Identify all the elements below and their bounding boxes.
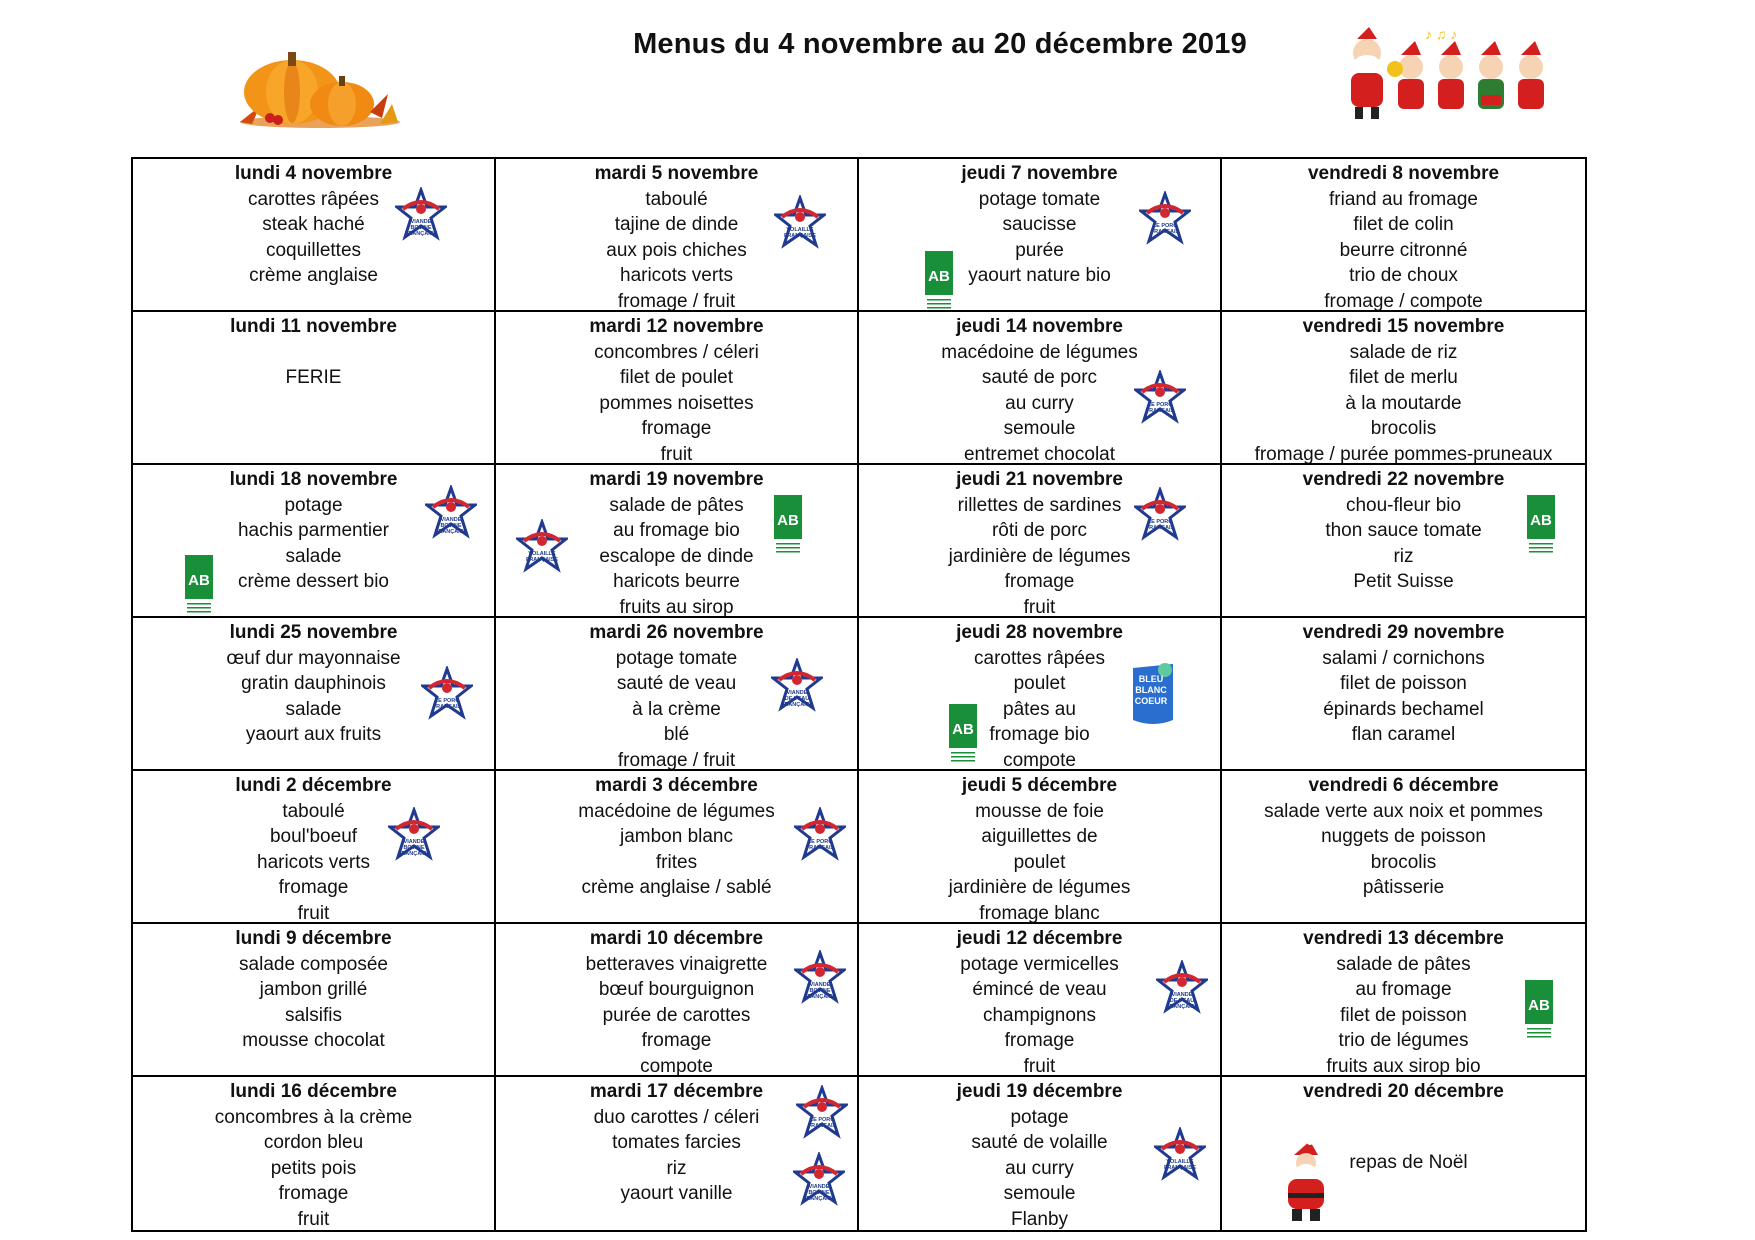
svg-text:BOVINE: BOVINE [440,523,462,529]
svg-text:FRANÇAISE: FRANÇAISE [803,994,837,1000]
dish-item: fromage / compote [1324,290,1483,312]
day-cell [496,924,859,1077]
dish-item: fruits aux sirop bio [1326,1055,1481,1077]
svg-text:FRANÇAISE: FRANÇAISE [525,557,559,563]
dish-item: yaourt vanille [620,1183,733,1204]
day-title: mardi 17 décembre [589,1081,764,1102]
dish-item: taboulé [645,188,708,210]
dish-item: riz [666,1157,687,1179]
porc-francais-icon [1134,370,1186,434]
dish-item: brocolis [1370,851,1437,873]
svg-text:FRANÇAISE: FRANÇAISE [802,1196,836,1202]
day-cell [133,924,496,1077]
viande-bovine-francaise-icon [794,950,846,1014]
dish-item: salade [285,698,342,720]
dish-item: beurre citronné [1339,239,1468,261]
day-title: mardi 19 novembre [589,469,764,490]
dish-item: salami / cornichons [1322,647,1485,669]
day-title: vendredi 22 novembre [1302,469,1505,490]
dish-item: crème anglaise / sablé [581,877,772,898]
dish-item: crème dessert bio [237,571,389,592]
day-cell [496,465,859,618]
dish-item: poulet [1013,673,1066,694]
day-cell [859,924,1222,1077]
svg-text:VIANDE: VIANDE [1171,992,1193,998]
day-cell [1222,771,1585,924]
svg-text:BOVINE: BOVINE [410,225,432,231]
day-cell [859,771,1222,924]
svg-text:FRANÇAISE: FRANÇAISE [404,231,438,237]
dish-item: nuggets de poisson [1321,826,1486,847]
day-title: vendredi 8 novembre [1307,163,1500,184]
svg-text:FRANÇAISE: FRANÇAISE [783,233,817,239]
day-cell [133,312,496,465]
day-cell [133,159,496,312]
dish-item: semoule [1003,418,1076,439]
dish-item: riz [1393,545,1414,567]
dish-item: petits pois [270,1157,357,1179]
day-cell [133,1077,496,1230]
viande-bovine-francaise-icon [425,485,477,549]
dish-item: frites [655,851,698,873]
dish-item: sauté de porc [981,367,1098,388]
dish-item: au fromage [1355,979,1452,1000]
dish-item: trio de choux [1349,265,1458,286]
day-title: mardi 3 décembre [595,775,758,796]
dish-item: salade composée [239,953,388,975]
dish-item: émincé de veau [972,979,1107,1000]
svg-text:BLANC: BLANC [1135,685,1167,695]
santa-claus-icon [1280,1139,1332,1223]
svg-text:LE PORC: LE PORC [1147,519,1173,525]
svg-text:VIANDE: VIANDE [440,517,462,523]
dish-item: saucisse [1002,214,1077,235]
dish-item: filet de colin [1353,214,1454,235]
day-title: jeudi 19 décembre [956,1081,1123,1102]
day-cell [1222,618,1585,771]
svg-text:FRANÇAIS: FRANÇAIS [807,1123,837,1129]
day-cell [859,312,1222,465]
dish-item: potage vermicelles [960,953,1119,975]
dish-item: yaourt nature bio [968,265,1111,286]
svg-text:VIANDE: VIANDE [403,839,425,845]
day-cell [859,1077,1222,1230]
day-cell [1222,1077,1585,1230]
day-cell [1222,312,1585,465]
dish-item: FERIE [285,366,342,388]
dish-item: fromage bio [989,724,1090,745]
viande-bovine-francaise-icon [793,1152,845,1216]
dish-item: yaourt aux fruits [245,724,382,745]
dish-item: fruit [1023,596,1056,618]
dish-item: aiguillettes de [981,826,1098,847]
dish-item: filet de poulet [619,367,734,388]
day-cell [1222,465,1585,618]
dish-item: brocolis [1370,418,1437,439]
svg-text:VOLAILLE: VOLAILLE [528,551,556,557]
porc-francais-icon [794,807,846,871]
day-title: jeudi 12 décembre [956,928,1123,949]
dish-item: escalope de dinde [599,545,754,567]
dish-item: au curry [1005,392,1074,414]
day-title: lundi 11 novembre [230,316,397,337]
day-title: mardi 10 décembre [589,928,764,949]
day-cell [496,618,859,771]
christmas-carolers-illustration [1335,25,1565,125]
bleu-blanc-coeur-icon [1129,660,1177,730]
dish-item: Flanby [1010,1208,1069,1230]
svg-text:COEUR: COEUR [1134,696,1168,706]
dish-item: jambon grillé [259,979,368,1000]
dish-item: fruits au sirop [619,596,734,618]
dish-item: coquillettes [265,239,362,261]
day-cell [859,465,1222,618]
svg-text:VIANDE: VIANDE [808,1184,830,1190]
svg-text:FRANÇAISE: FRANÇAISE [397,851,431,857]
dish-item: fromage [641,1030,712,1051]
volaille-francaise-icon [516,519,568,583]
viande-de-veau-francaise-icon [1156,960,1208,1024]
dish-item: concombres à la crème [214,1106,413,1128]
agriculture-biologique-icon [774,495,802,555]
day-title: jeudi 5 décembre [961,775,1118,796]
dish-item: jardinière de légumes [948,545,1131,567]
pumpkin-illustration [230,34,400,129]
dish-item: haricots verts [620,265,733,286]
dish-item: chou-fleur bio [1345,494,1462,516]
day-title: lundi 9 décembre [235,928,392,949]
dish-item: fruit [297,902,330,924]
dish-item: potage [1010,1106,1069,1128]
day-title: jeudi 28 novembre [956,622,1123,643]
dish-item: flan caramel [1351,724,1456,745]
day-title: vendredi 29 novembre [1302,622,1505,643]
svg-text:AB: AB [777,512,799,529]
svg-text:FRANÇAIS: FRANÇAIS [432,704,462,710]
svg-text:LE PORC: LE PORC [1147,402,1173,408]
dish-item: betteraves vinaigrette [585,953,768,975]
dish-item: rôti de porc [991,520,1088,541]
svg-text:LE PORC: LE PORC [809,1117,835,1123]
svg-text:LE PORC: LE PORC [1152,223,1178,229]
svg-text:FRANÇAISE: FRANÇAISE [780,702,814,708]
dish-item: salade verte aux noix et pommes [1264,800,1543,822]
day-title: vendredi 13 décembre [1303,928,1504,949]
svg-text:DE VEAU: DE VEAU [1169,998,1195,1004]
volaille-francaise-icon [774,195,826,259]
menu-table [131,157,1587,1232]
volaille-francaise-icon [1154,1127,1206,1191]
porc-francais-icon [421,666,473,730]
dish-item: poulet [1013,851,1066,873]
dish-item: fromage blanc [979,902,1100,924]
dish-item: blé [663,724,690,745]
dish-item: repas de Noël [1349,1151,1468,1173]
day-cell [1222,159,1585,312]
day-title: mardi 5 novembre [594,163,759,184]
svg-text:AB: AB [952,721,974,738]
dish-item: gratin dauphinois [241,673,386,694]
dish-item: épinards bechamel [1323,698,1484,720]
svg-text:AB: AB [1528,997,1550,1014]
dish-item: tomates farcies [612,1132,741,1153]
dish-item: jambon blanc [619,826,734,847]
svg-text:BOVINE: BOVINE [808,1190,830,1196]
dish-item: mousse de foie [975,800,1104,822]
dish-item: rillettes de sardines [957,494,1122,516]
dish-item: pâtisserie [1362,877,1445,898]
day-title: lundi 18 novembre [229,469,398,490]
dish-item: carottes râpées [248,188,379,210]
day-title: lundi 25 novembre [229,622,398,643]
dish-item: concombres / céleri [594,341,759,363]
svg-text:BLEU: BLEU [1138,674,1164,684]
svg-text:VIANDE: VIANDE [410,219,432,225]
dish-item: carottes râpées [974,647,1105,669]
porc-francais-icon [796,1085,848,1149]
dish-item: œuf dur mayonnaise [226,647,401,669]
day-title: jeudi 7 novembre [961,163,1118,184]
agriculture-biologique-icon [1525,980,1553,1040]
day-cell [133,771,496,924]
dish-item: macédoine de légumes [941,341,1138,363]
dish-item: semoule [1003,1183,1076,1204]
dish-item: fromage / fruit [617,749,736,771]
day-cell [496,771,859,924]
dish-item: fruit [297,1208,330,1230]
day-cell [496,1077,859,1230]
dish-item: filet de poisson [1340,673,1467,694]
dish-item: purée de carottes [602,1004,751,1026]
day-title: jeudi 14 novembre [956,316,1123,337]
svg-text:FRANÇAIS: FRANÇAIS [805,845,835,851]
day-cell [133,465,496,618]
day-cell [1222,924,1585,1077]
day-title: vendredi 20 décembre [1303,1081,1504,1102]
page-title: Menus du 4 novembre au 20 décembre 2019 [633,28,1247,60]
porc-francais-icon [1139,191,1191,255]
svg-text:BOVINE: BOVINE [403,845,425,851]
dish-item: au curry [1005,1157,1074,1179]
day-cell [859,159,1222,312]
dish-item: pommes noisettes [599,392,754,414]
dish-item: boul'boeuf [269,826,358,847]
svg-text:FRANÇAIS: FRANÇAIS [1145,525,1175,531]
svg-text:LE PORC: LE PORC [434,698,460,704]
day-cell [133,618,496,771]
dish-item: fromage [641,418,712,439]
svg-text:FRANÇAIS: FRANÇAIS [1145,408,1175,414]
agriculture-biologique-icon [185,555,213,615]
svg-text:VIANDE: VIANDE [786,690,808,696]
day-title: lundi 16 décembre [230,1081,397,1102]
dish-item: au fromage bio [613,520,740,541]
dish-item: à la moutarde [1345,392,1462,414]
dish-item: bœuf bourguignon [598,979,755,1000]
day-title: lundi 2 décembre [235,775,392,796]
dish-item: filet de merlu [1349,367,1458,388]
agriculture-biologique-icon [1527,495,1555,555]
svg-text:VOLAILLE: VOLAILLE [1166,1159,1194,1165]
dish-item: sauté de volaille [971,1132,1108,1153]
day-title: jeudi 21 novembre [956,469,1123,490]
dish-item: salade [285,545,342,567]
dish-item: pâtes au [1003,698,1076,720]
dish-item: fromage [1004,571,1075,592]
dish-item: jardinière de légumes [948,877,1131,898]
dish-item: Petit Suisse [1353,571,1454,592]
svg-text:VIANDE: VIANDE [809,982,831,988]
dish-item: friand au fromage [1329,188,1478,210]
dish-item: steak haché [262,214,365,235]
dish-item: haricots beurre [613,571,740,592]
day-cell [496,159,859,312]
dish-item: filet de poisson [1340,1004,1467,1026]
dish-item: compote [1003,749,1076,771]
agriculture-biologique-icon [925,251,953,311]
dish-item: haricots verts [257,851,370,873]
svg-text:FRANÇAISE: FRANÇAISE [1163,1165,1197,1171]
dish-item: fruit [660,443,693,465]
dish-item: trio de légumes [1338,1030,1469,1051]
dish-item: fromage / purée pommes-pruneaux [1254,443,1553,465]
day-cell [859,618,1222,771]
viande-bovine-francaise-icon [395,187,447,251]
dish-item: fromage [278,1183,349,1204]
svg-text:♪ ♫ ♪: ♪ ♫ ♪ [1425,26,1458,42]
svg-text:AB: AB [188,572,210,589]
dish-item: salade de riz [1349,341,1458,363]
dish-item: fromage / fruit [617,290,736,312]
porc-francais-icon [1134,487,1186,551]
dish-item: sauté de veau [616,673,737,694]
dish-item: entremet chocolat [963,443,1116,465]
dish-item: aux pois chiches [606,239,747,261]
dish-item: potage tomate [978,188,1101,210]
dish-item: tajine de dinde [614,214,739,235]
dish-item: cordon bleu [263,1132,364,1153]
dish-item: salade de pâtes [1336,953,1471,975]
dish-item: salade de pâtes [609,494,744,516]
dish-item: taboulé [282,800,345,822]
svg-text:FRANÇAISE: FRANÇAISE [434,529,468,535]
dish-item: hachis parmentier [237,520,390,541]
dish-item: champignons [982,1004,1097,1026]
svg-text:DE VEAU: DE VEAU [784,696,810,702]
viande-de-veau-francaise-icon [771,658,823,722]
dish-item: crème anglaise [249,265,378,286]
svg-text:AB: AB [928,268,950,285]
dish-item: fromage [278,877,349,898]
dish-item: thon sauce tomate [1325,520,1482,541]
agriculture-biologique-icon [949,704,977,764]
dish-item: purée [1015,239,1064,261]
day-title: mardi 26 novembre [589,622,764,643]
svg-text:FRANÇAIS: FRANÇAIS [1150,229,1180,235]
viande-bovine-francaise-icon [388,807,440,871]
dish-item: potage tomate [615,647,738,669]
day-title: lundi 4 novembre [234,163,393,184]
svg-text:VOLAILLE: VOLAILLE [786,227,814,233]
dish-item: duo carottes / céleri [593,1106,760,1128]
svg-text:LE PORC: LE PORC [807,839,833,845]
day-title: vendredi 6 décembre [1308,775,1499,796]
day-title: vendredi 15 novembre [1302,316,1505,337]
dish-item: à la crème [632,698,721,720]
dish-item: salsifis [284,1004,342,1026]
dish-item: potage [284,494,343,516]
dish-item: compote [640,1055,713,1077]
dish-item: macédoine de légumes [578,800,775,822]
dish-item: fromage [1004,1030,1075,1051]
svg-text:FRANÇAISE: FRANÇAISE [1165,1004,1199,1010]
day-cell [496,312,859,465]
svg-text:AB: AB [1530,512,1552,529]
dish-item: mousse chocolat [242,1030,385,1051]
dish-item: fruit [1023,1055,1056,1077]
day-title: mardi 12 novembre [589,316,764,337]
svg-text:BOVINE: BOVINE [809,988,831,994]
